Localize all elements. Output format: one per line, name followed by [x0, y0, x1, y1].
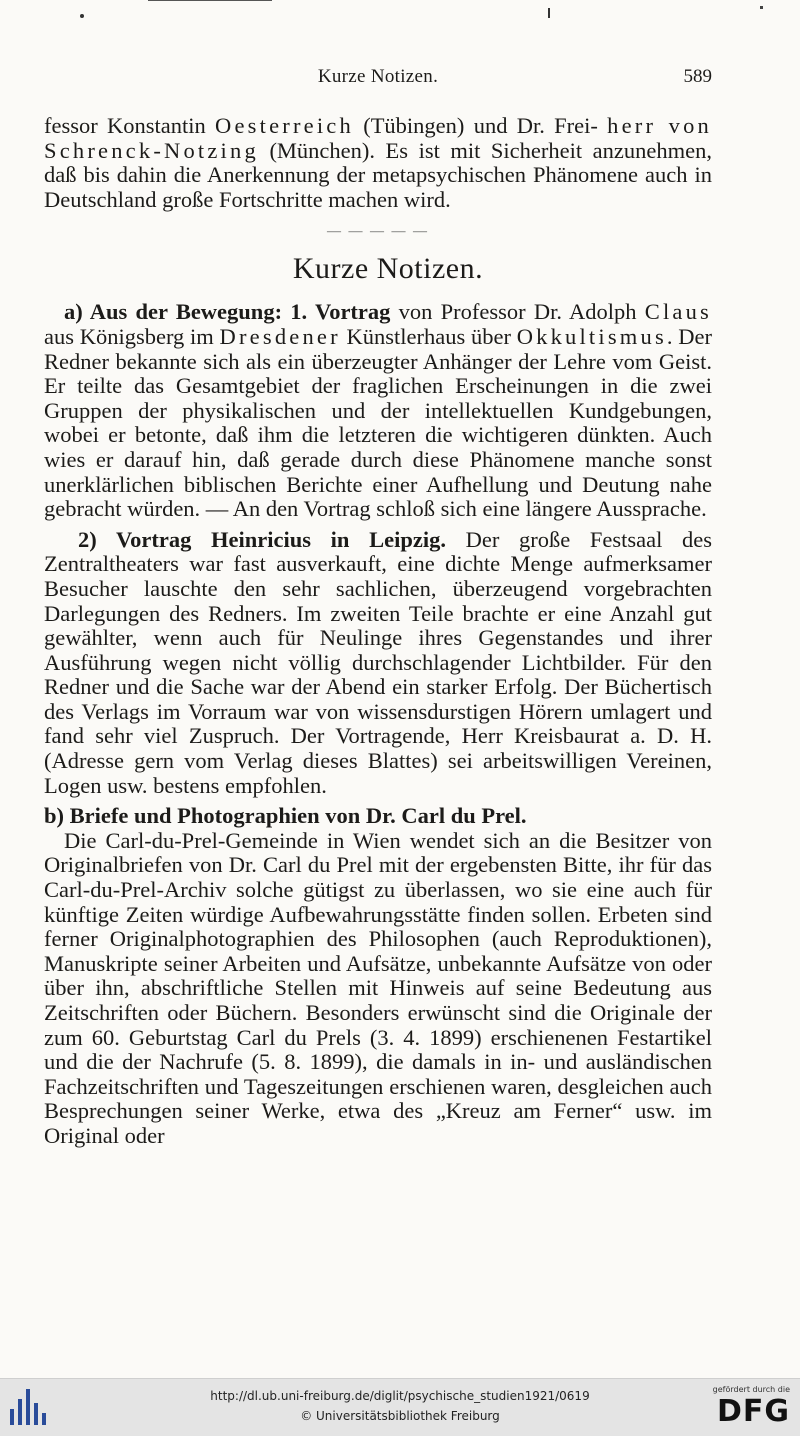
- scan-speck: [760, 6, 763, 9]
- page-number: 589: [683, 66, 712, 87]
- paragraph-text: . Der Redner bekannte sich als ein überzeugter Anhänger der Lehre vom Geist. Er teilte das Gesamtgebiet der fraglichen Erscheinungen in die zwei Gruppen der physikalischen und der intellektuellen Kundgebungen, wobei er betonte, daß ihm die letzteren die wichtigeren dünkten. Auch wies er darauf hin, daß gerade durch diese Phänomene manche sonst unerklärlichen biblischen Berichte einer Aufhellung und Deutung nahe gebracht würden. — An den Vortrag schloß sich eine längere Aussprache.: [44, 323, 712, 522]
- dfg-caption: gefördert durch die: [712, 1385, 790, 1394]
- paragraph-text: von Professor Dr. Adolph: [390, 299, 645, 325]
- paragraph-2: [44, 528, 712, 799]
- intro-text: (München). Es ist mit: [258, 137, 481, 163]
- topic-name: Okkultismus: [516, 323, 667, 349]
- intro-paragraph: [44, 114, 712, 212]
- dfg-logo: DFG: [716, 1394, 790, 1429]
- running-title: Kurze Notizen.: [317, 66, 439, 87]
- page-header: [44, 66, 712, 96]
- person-name: Claus: [644, 299, 713, 325]
- paragraph-text: Künstlerhaus über: [340, 323, 517, 349]
- section-title: Kurze Notizen.: [292, 252, 484, 286]
- paragraph-heading: b) Briefe und Photographien von Dr. Carl du Prel.: [44, 803, 527, 829]
- footer-bar: [0, 1378, 800, 1436]
- source-url-link[interactable]: http://dl.ub.uni-freiburg.de/diglit/psychische_studien1921/0619: [210, 1389, 590, 1403]
- copyright-text: © Universitätsbibliothek Freiburg: [300, 1409, 500, 1423]
- scan-rule: [148, 0, 272, 1]
- person-name: herr von Schrenck-Notzing: [44, 113, 712, 163]
- person-name: Oesterreich: [215, 113, 354, 138]
- paragraph-text: Der große Festsaal des Zentraltheaters war fast ausverkauft, eine dichte Menge aufmerksamer Besucher lauschte den sehr sachlichen, überzeugend vorgebrachten Darlegungen des Redners. Im zweiten Teile brachte er eine Anzahl gut gewählter, wenn auch für Neulinge ihres Gegenstandes und ihrer Ausführung wegen nicht völlig durchschlagender Lichtbilder. Für den Redner und die Sache war der Abend ein starker Erfolg. Der Büchertisch des Verlags im Vorraum war von wissensdurstigen Hörern umlagert und fand sehr viel Zuspruch. Der Vortragende, Herr Kreisbaurat a. D. H. (Adresse gern vom Verlag dieses Blattes) sei arbeitswilligen Vereinen, Logen usw. bestens empfohlen.: [44, 526, 712, 798]
- paragraph-b: [44, 829, 712, 1149]
- intro-text: (Tübingen) und Dr. Frei-: [353, 113, 598, 138]
- paragraph-lead: a) Aus der Bewegung: 1. Vortrag: [64, 299, 391, 325]
- paragraph-a: [44, 300, 712, 521]
- paragraph-text: aus Königsberg im: [44, 323, 220, 349]
- paragraph-lead: 2) Vortrag Heinricius in Leipzig.: [78, 526, 446, 552]
- paragraph-text: Die Carl-du-Prel-Gemeinde in Wien wendet sich an die Besitzer von Originalbriefen von Dr. Carl du Prel mit der ergebensten Bitte, ihr für das Carl-du-Prel-Archiv solche gütigst zu überlassen, wo sie eine auch für künftige Zeiten würdige Aufbewahrungsstätte finden sollen. Erbeten sind ferner Originalphotographien des Philosophen (auch Reproduktionen), Manuskripte seiner Arbeiten und Aufsätze, unbekannte Aufsätze von oder über ihn, abschriftliche Stellen mit Hinweis auf seine Bedeutung aus Zeitschriften oder Büchern. Besonders erwünscht sind die Originale der zum 60. Geburtstag Carl du Prels (3. 4. 1899) erschienenen Festartikel und die der Nachrufe (5. 8. 1899), die damals in in- und ausländischen Fachzeitschriften und Tageszeitungen erschienen waren, desgleichen auch Besprechungen seiner Werke, etwa des „Kreuz am Ferner“ usw. im Original oder: [44, 827, 712, 1148]
- scan-artifacts: [0, 0, 800, 40]
- intro-text: Sicherheit anzunehmen, daß bis dahin die Anerkennung der metapsychischen Phänomene auch in Deutschland große Fortschritte machen wird.: [44, 137, 712, 212]
- paragraph-b-heading: [44, 804, 712, 829]
- scan-speck: [80, 14, 84, 18]
- scan-speck: [548, 8, 550, 18]
- place-name: Dresdener: [219, 323, 341, 349]
- page-body: [44, 114, 712, 1149]
- section-divider: — — — — —: [327, 224, 429, 240]
- intro-text: fessor Konstantin: [44, 113, 216, 138]
